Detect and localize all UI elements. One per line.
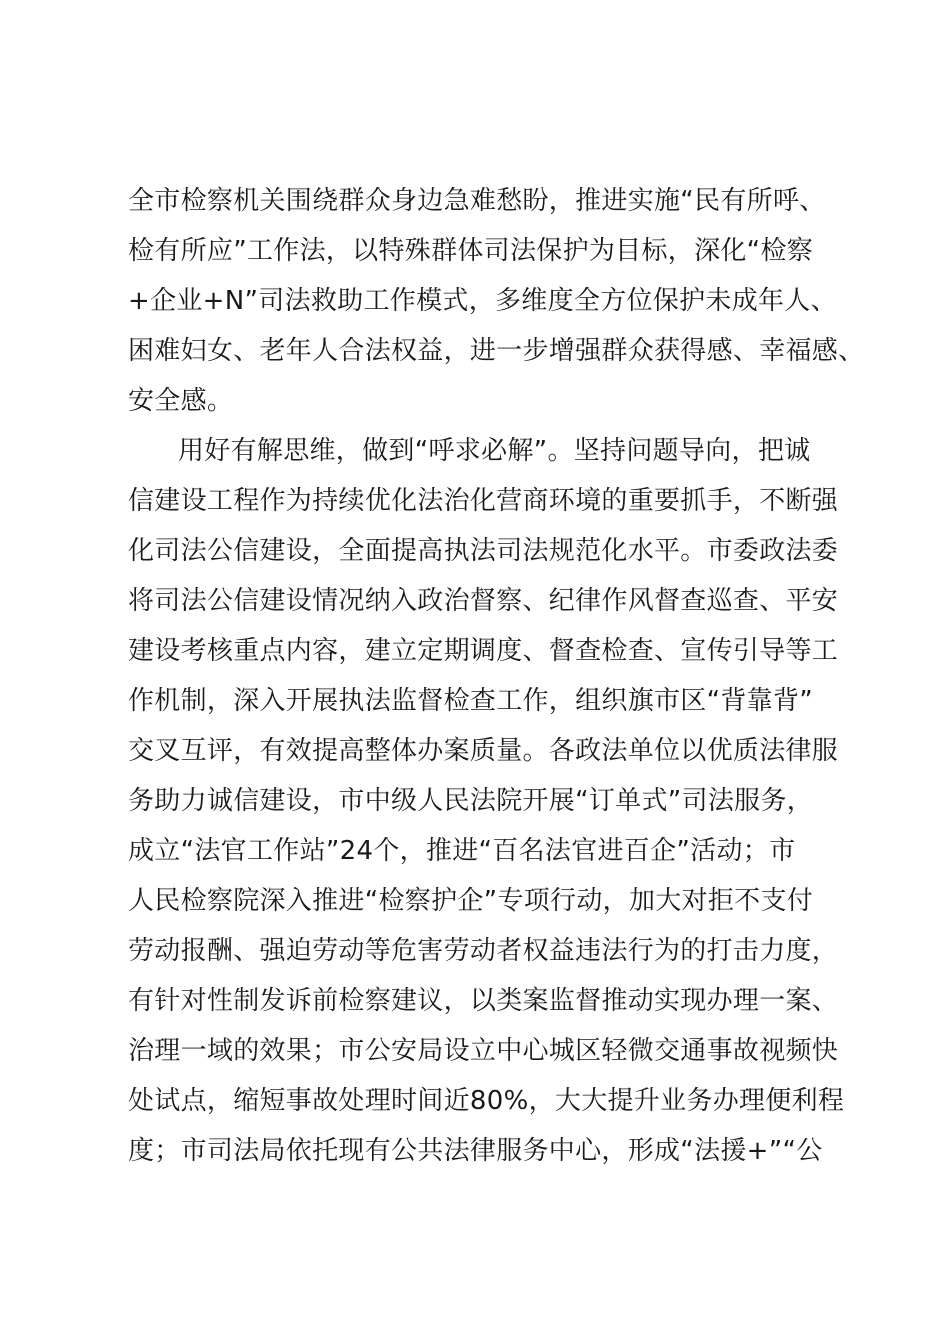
text-line: 度；市司法局依托现有公共法律服务中心，形成“法援+”“公	[128, 1136, 823, 1166]
text-line: 处试点，缩短事故处理时间近80%，大大提升业务办理便利程	[128, 1086, 845, 1116]
text-line: 安全感。	[128, 386, 234, 416]
text-line: 成立“法官工作站”24个，推进“百名法官进百企”活动；市	[128, 836, 796, 866]
text-line: 建设考核重点内容，建立定期调度、督查检查、宣传引导等工	[128, 636, 839, 666]
paragraph-first-line: 用好有解思维，做到“呼求必解”。坚持问题导向，把诚	[178, 436, 811, 466]
text-line: 交叉互评，有效提高整体办案质量。各政法单位以优质法律服	[128, 736, 839, 766]
text-line: 务助力诚信建设，市中级人民法院开展“订单式”司法服务，	[128, 786, 814, 816]
text-line: 作机制，深入开展执法监督检查工作，组织旗市区“背靠背”	[128, 686, 814, 716]
text-line: 有针对性制发诉前检察建议，以类案监督推动实现办理一案、	[128, 986, 839, 1016]
text-line: 信建设工程作为持续优化法治化营商环境的重要抓手，不断强	[128, 486, 839, 516]
text-line: 困难妇女、老年人合法权益，进一步增强群众获得感、幸福感、	[128, 336, 865, 366]
text-line: 劳动报酬、强迫劳动等危害劳动者权益违法行为的打击力度，	[128, 936, 839, 966]
text-line: 将司法公信建设情况纳入政治督察、纪律作风督查巡查、平安	[128, 586, 839, 616]
text-line: 人民检察院深入推进“检察护企”专项行动，加大对拒不支付	[128, 886, 814, 916]
document-body	[128, 176, 865, 1176]
text-line: 检有所应”工作法，以特殊群体司法保护为目标，深化“检察	[128, 236, 814, 266]
text-line: 全市检察机关围绕群众身边急难愁盼，推进实施“民有所呼、	[128, 186, 826, 216]
text-line: 治理一域的效果；市公安局设立中心城区轻微交通事故视频快	[128, 1036, 839, 1066]
text-line: 化司法公信建设，全面提高执法司法规范化水平。市委政法委	[128, 536, 839, 566]
text-line: +企业+N”司法救助工作模式，多维度全方位保护未成年人、	[128, 286, 837, 316]
